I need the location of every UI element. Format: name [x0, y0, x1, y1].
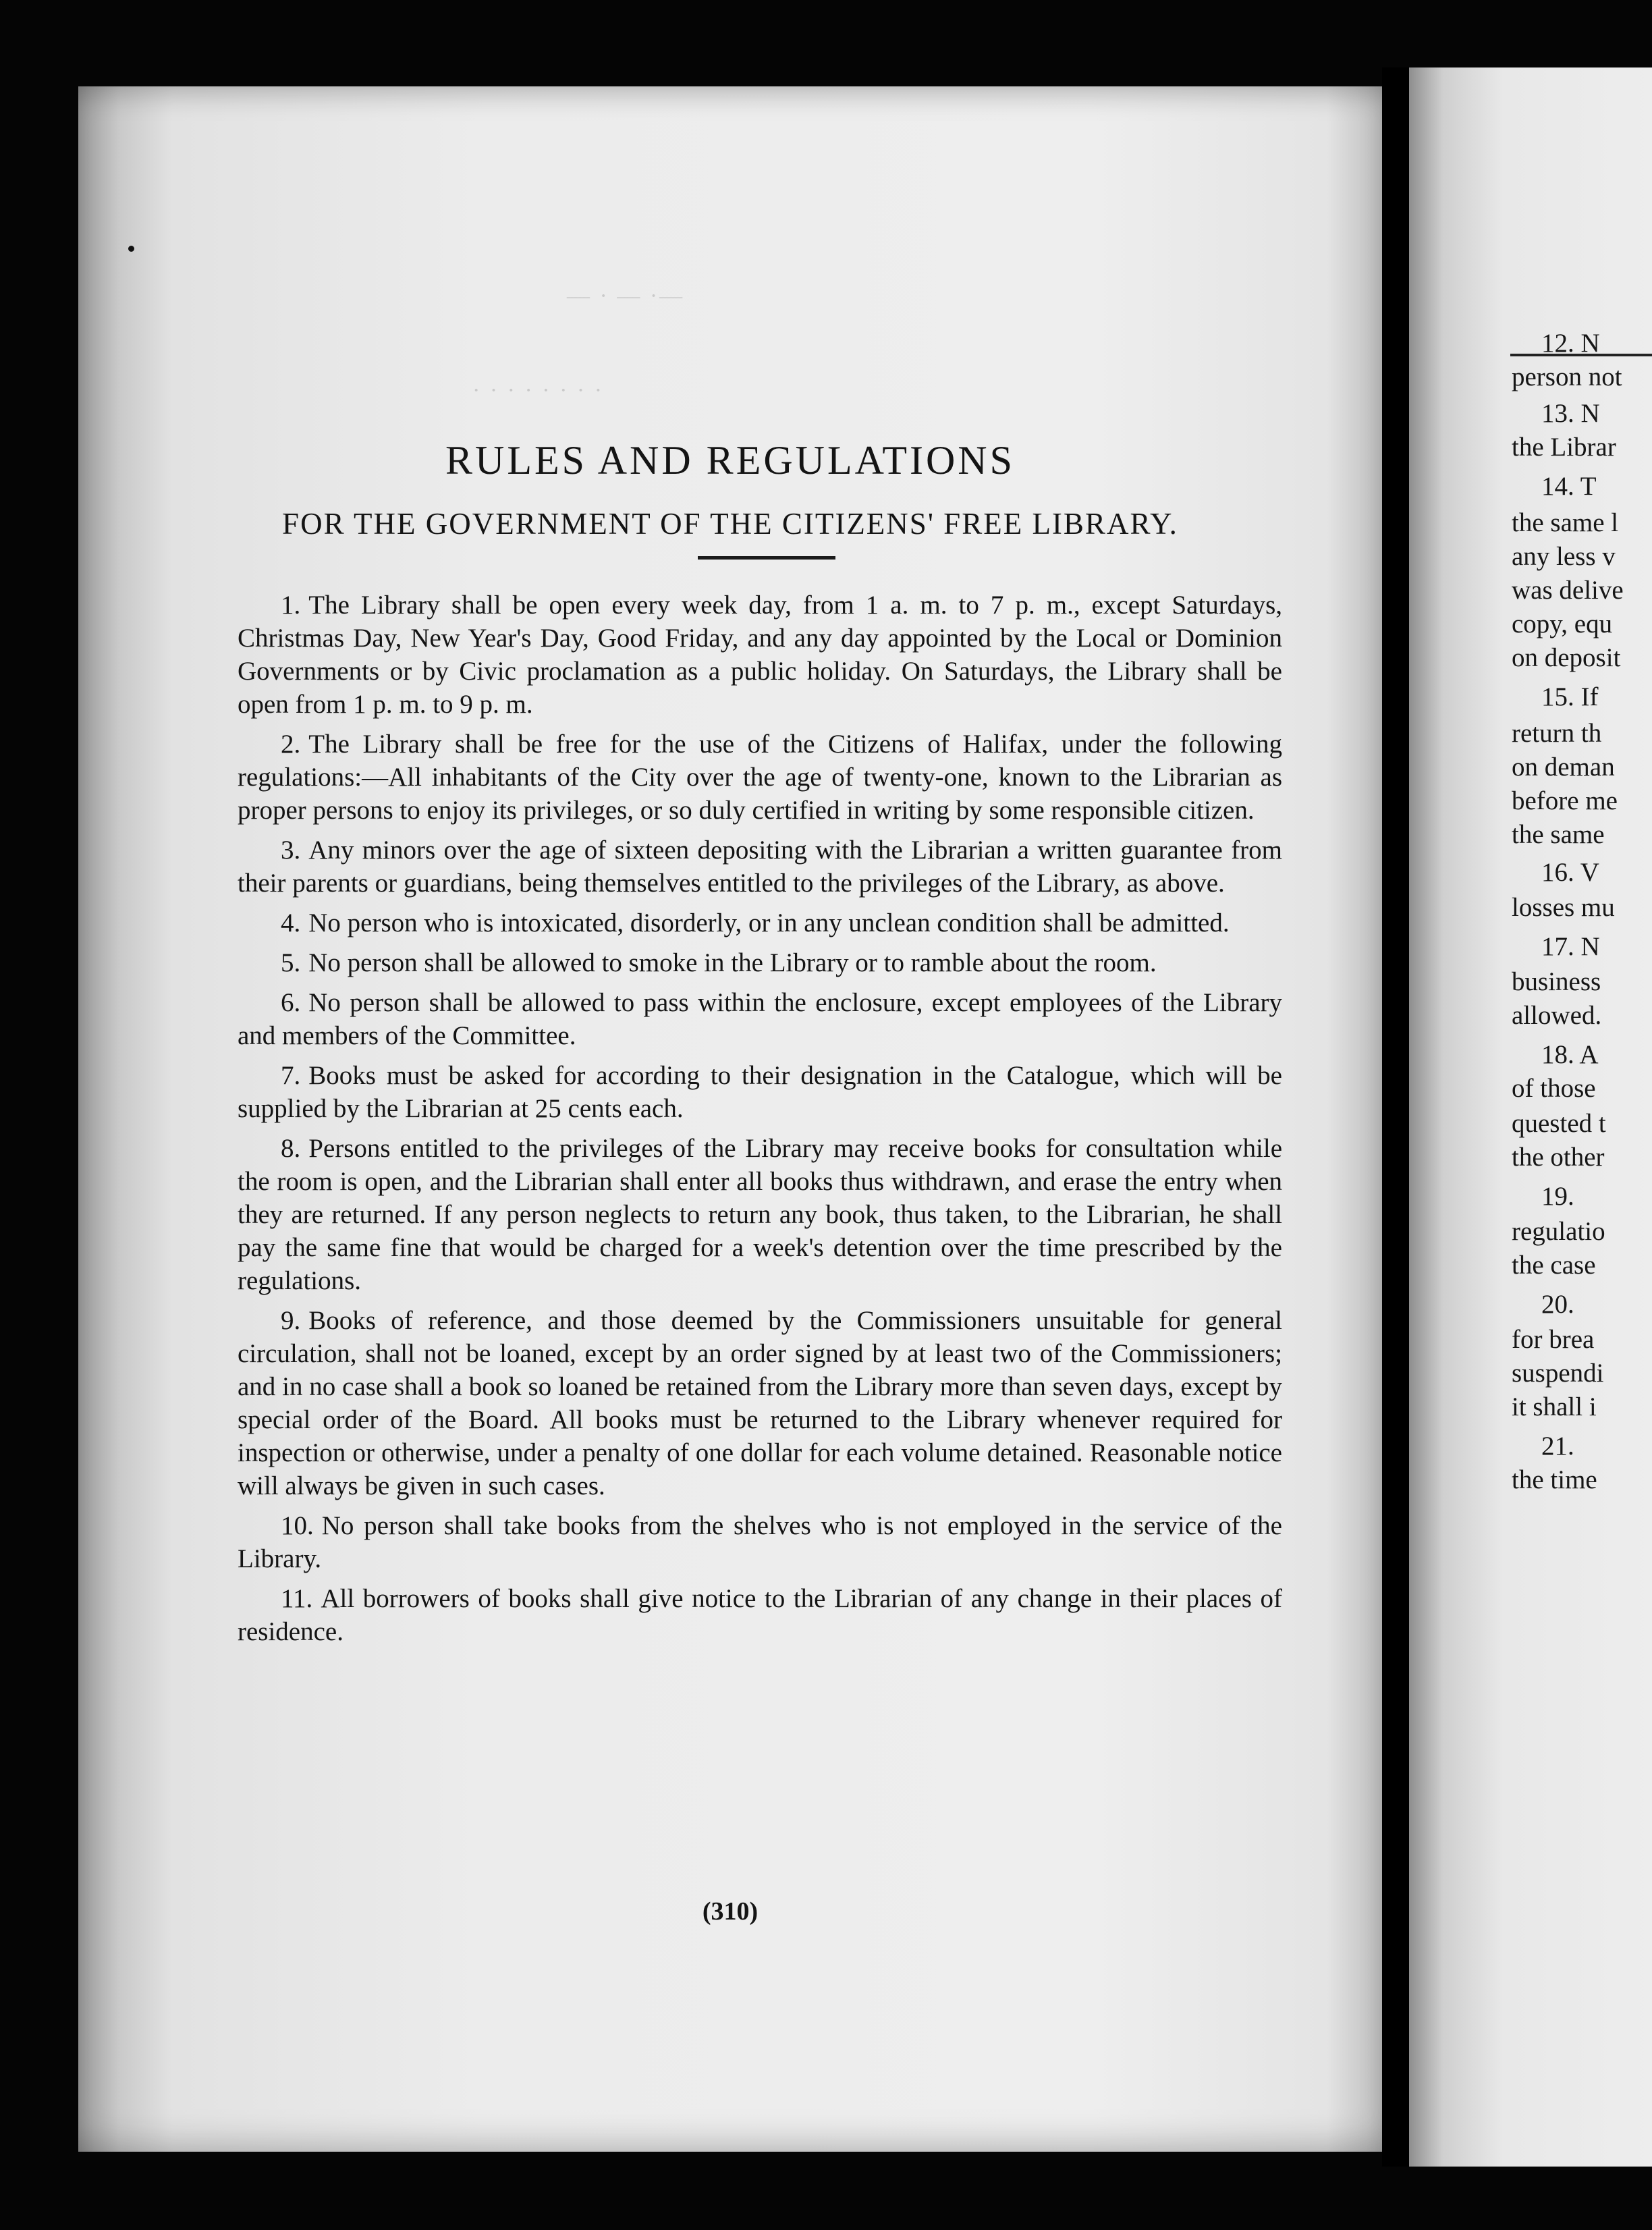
right-page-line: the case [1512, 1251, 1596, 1280]
right-page-line: 20. [1541, 1290, 1574, 1319]
right-page-line: allowed. [1512, 1001, 1602, 1030]
rule-number: 1. [281, 591, 301, 620]
right-page-line: was delive [1512, 576, 1624, 605]
rule-number: 5. [281, 948, 301, 977]
rule-item [238, 946, 1282, 979]
right-page-line: the same [1512, 820, 1605, 849]
rule-text: Any minors over the age of sixteen depositing with the Librarian a written guarantee from their parents or guardians, being themselves entitled to the privileges of the Library, as above. [238, 836, 1282, 898]
right-page-line: 16. V [1541, 858, 1599, 887]
right-page-line: 19. [1541, 1182, 1574, 1211]
right-page [1409, 67, 1652, 2167]
rule-item [238, 834, 1282, 900]
rule-number: 9. [281, 1306, 301, 1335]
rule-number: 7. [281, 1061, 301, 1090]
rule-item [238, 1304, 1282, 1502]
right-page-line: before me [1512, 786, 1618, 815]
rule-item [238, 906, 1282, 940]
rule-item [238, 1132, 1282, 1297]
rule-number: 10. [281, 1511, 314, 1540]
right-page-line: it shall i [1512, 1392, 1597, 1421]
right-page-line: quested t [1512, 1109, 1606, 1138]
rule-item [238, 728, 1282, 827]
rule-number: 3. [281, 836, 301, 865]
rule-text: No person shall be allowed to pass within the enclosure, except employees of the Library and members of the Committee. [238, 988, 1282, 1050]
right-page-line: of those [1512, 1074, 1596, 1103]
right-page-line: the time [1512, 1465, 1597, 1494]
book-gutter [1382, 67, 1409, 2167]
right-page-line: on deman [1512, 753, 1615, 782]
right-page-line: regulatio [1512, 1217, 1605, 1246]
rule-item [238, 589, 1282, 721]
rule-item [238, 986, 1282, 1052]
title-divider [698, 556, 835, 560]
rule-number: 8. [281, 1134, 301, 1163]
rule-text: Books of reference, and those deemed by the Commissioners unsuitable for general circulation, shall not be loaned, except by an order signed by at least two of the Commissioners; and in no case shall a book so loaned be retained from the Library more than seven days, except by special order of the Board. All books must be returned to the Library whenever required for inspection or otherwise, under a penalty of one dollar for each volume detained. Reasonable notice will always be given in such cases. [238, 1306, 1282, 1500]
bleed-through-mark: — · — ·— [567, 283, 685, 308]
rule-number: 2. [281, 730, 301, 759]
rule-number: 6. [281, 988, 301, 1017]
rule-text: Persons entitled to the privileges of the Library may receive books for consultation while the room is open, and the Librarian shall enter all books thus withdrawn, and erase the entry when they are returned. If any person neglects to return any book, thus taken, to the Librarian, he shall pay the same fine that would be charged for a week's detention over the time prescribed by the regulations. [238, 1134, 1282, 1295]
rule-text: No person shall be allowed to smoke in the Library or to ramble about the room. [308, 948, 1157, 977]
rule-text: No person shall take books from the shelves who is not employed in the service of the Library. [238, 1511, 1282, 1573]
right-page-line: person not [1512, 362, 1622, 391]
right-page-line: 17. N [1541, 932, 1600, 961]
right-page-line: on deposit [1512, 643, 1621, 672]
right-page-line: 18. A [1541, 1040, 1599, 1069]
rule-text: Books must be asked for according to their designation in the Catalogue, which will be supplied by the Librarian at 25 cents each. [238, 1061, 1282, 1123]
right-page-line: for brea [1512, 1325, 1595, 1354]
rule-number: 4. [281, 908, 301, 937]
right-page-line: the same l [1512, 508, 1619, 537]
right-page-line: return th [1512, 719, 1602, 748]
rule-text: All borrowers of books shall give notice to the Librarian of any change in their places of residence. [238, 1584, 1282, 1646]
rule-item [238, 1059, 1282, 1125]
page-number: (310) [702, 1897, 759, 1926]
rule-item [238, 1582, 1282, 1648]
rule-text: The Library shall be open every week day, from 1 a. m. to 7 p. m., except Saturdays, Christmas Day, New Year's Day, Good Friday, and any day appointed by the Local or Dominion Governments or by Civic proclamation as a public holiday. On Saturdays, the Library shall be open from 1 p. m. to 9 p. m. [238, 591, 1282, 719]
right-page-line: 14. T [1541, 472, 1597, 501]
page-subtitle: FOR THE GOVERNMENT OF THE CITIZENS' FREE LIBRARY. [282, 507, 1178, 541]
right-page-line: 12. N [1541, 329, 1600, 358]
right-page-line: copy, equ [1512, 609, 1613, 638]
rule-text: No person who is intoxicated, disorderly, or in any unclean condition shall be admitted. [308, 908, 1230, 937]
right-page-line: 21. [1541, 1432, 1574, 1461]
rule-item [238, 1509, 1282, 1575]
right-page-line: business [1512, 967, 1601, 996]
right-page-line: the other [1512, 1143, 1605, 1172]
right-page-line: 15. If [1541, 682, 1599, 711]
right-page-line: any less v [1512, 542, 1616, 571]
right-page-line: suspendi [1512, 1359, 1604, 1388]
right-page-line: 13. N [1541, 399, 1600, 428]
bleed-through-mark: · · · · · · · · [472, 378, 605, 403]
ink-speck [128, 246, 134, 252]
page-title: RULES AND REGULATIONS [445, 438, 1016, 483]
rule-number: 11. [281, 1584, 313, 1613]
right-page-line: the Librar [1512, 433, 1616, 462]
rules-list [238, 589, 1282, 1655]
rule-text: The Library shall be free for the use of the Citizens of Halifax, under the following regulations:—All inhabitants of the City over the age of twenty-one, known to the Librarian as proper persons to enjoy its privileges, or so duly certified in writing by some responsible citizen. [238, 730, 1282, 825]
right-page-line: losses mu [1512, 893, 1615, 922]
